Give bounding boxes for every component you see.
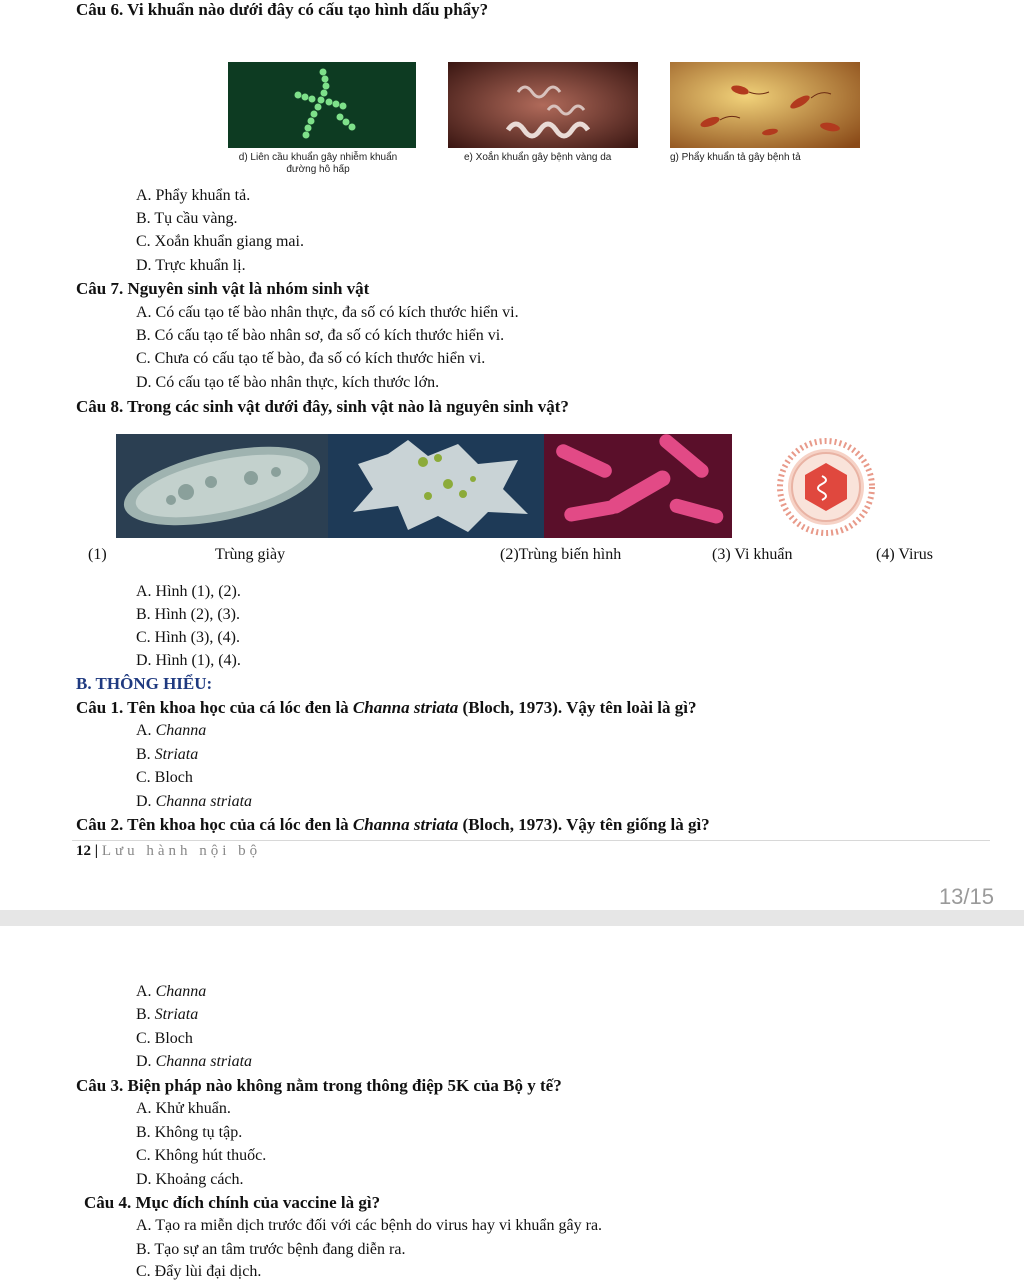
q8-option-a: A. Hình (1), (2). xyxy=(136,583,241,600)
footer-divider xyxy=(72,840,990,841)
spirochete-image xyxy=(448,62,638,148)
b2-option-c: C. Bloch xyxy=(136,1030,193,1047)
q6-option-c: C. Xoắn khuẩn giang mai. xyxy=(136,233,304,250)
vibrio-cholerae-image xyxy=(670,62,860,148)
b1-option-a: A. Channa xyxy=(136,722,207,739)
b2-option-a: A. Channa xyxy=(136,983,207,1000)
question-7: Câu 7. Nguyên sinh vật là nhóm sinh vật xyxy=(76,279,370,298)
q6-option-d: D. Trực khuẩn lị. xyxy=(136,257,246,274)
b3-option-d: D. Khoảng cách. xyxy=(136,1171,244,1188)
b2-option-b: B. Striata xyxy=(136,1006,199,1023)
question-8: Câu 8. Trong các sinh vật dưới đây, sinh vật nào là nguyên sinh vật? xyxy=(76,397,569,416)
caption-streptococcus: d) Liên cầu khuẩn gây nhiễm khuẩn đường hô hấp xyxy=(238,152,398,175)
page-break xyxy=(0,880,1024,928)
paramecium-image xyxy=(116,434,328,538)
b1-option-b: B. Striata xyxy=(136,746,199,763)
b3-option-a: A. Khử khuẩn. xyxy=(136,1100,231,1117)
q6-option-a: A. Phẩy khuẩn tả. xyxy=(136,187,251,204)
label-1: (1) xyxy=(88,546,107,563)
caption-vibrio: g) Phẩy khuẩn tả gây bệnh tả xyxy=(670,152,801,163)
question-b2: Câu 2. Tên khoa học của cá lóc đen là Channa striata (Bloch, 1973). Vậy tên giống là gì? xyxy=(76,815,710,834)
virus-image xyxy=(752,436,900,538)
question-b4: Câu 4. Mục đích chính của vaccine là gì? xyxy=(84,1193,381,1212)
q6-option-b: B. Tụ cầu vàng. xyxy=(136,210,238,227)
label-paramecium: Trùng giày xyxy=(215,546,286,563)
b1-option-c: C. Bloch xyxy=(136,769,193,786)
b3-option-c: C. Không hút thuốc. xyxy=(136,1147,267,1164)
b2-option-d: D. Channa striata xyxy=(136,1053,253,1070)
label-amoeba: (2)Trùng biến hình xyxy=(500,546,622,563)
q8-option-b: B. Hình (2), (3). xyxy=(136,606,240,623)
question-b1: Câu 1. Tên khoa học của cá lóc đen là Channa striata (Bloch, 1973). Vậy tên loài là gì? xyxy=(76,698,697,717)
page-indicator: 13/15 xyxy=(938,884,994,909)
page-footer: 12 | Lưu hành nội bộ xyxy=(76,843,262,859)
question-6: Câu 6. Vi khuẩn nào dưới đây có cấu tạo hình dấu phẩy? xyxy=(76,0,489,19)
question-b3: Câu 3. Biện pháp nào không nằm trong thông điệp 5K của Bộ y tế? xyxy=(76,1076,562,1095)
label-bacteria: (3) Vi khuẩn xyxy=(712,546,793,563)
label-virus: (4) Virus xyxy=(876,546,933,563)
streptococcus-chain-image xyxy=(228,62,416,148)
amoeba-image xyxy=(328,434,544,538)
b3-option-b: B. Không tụ tập. xyxy=(136,1124,243,1141)
b1-option-d: D. Channa striata xyxy=(136,793,253,810)
q7-option-d: D. Có cấu tạo tế bào nhân thực, kích thước lớn. xyxy=(136,374,440,391)
b4-option-a: A. Tạo ra miễn dịch trước đối với các bệnh do virus hay vi khuẩn gây ra. xyxy=(136,1217,603,1234)
caption-spirochete: e) Xoắn khuẩn gây bệnh vàng da xyxy=(464,152,612,163)
q8-option-c: C. Hình (3), (4). xyxy=(136,629,240,646)
bacteria-image xyxy=(544,434,732,538)
section-b-heading: B. THÔNG HIỂU: xyxy=(76,674,213,693)
q7-option-b: B. Có cấu tạo tế bào nhân sơ, đa số có kích thước hiển vi. xyxy=(136,327,505,344)
b4-option-b: B. Tạo sự an tâm trước bệnh đang diễn ra. xyxy=(136,1241,406,1258)
q7-option-c: C. Chưa có cấu tạo tế bào, đa số có kích thước hiển vi. xyxy=(136,350,486,367)
b4-option-c: C. Đẩy lùi đại dịch. xyxy=(136,1263,262,1280)
q8-option-d: D. Hình (1), (4). xyxy=(136,652,241,669)
q7-option-a: A. Có cấu tạo tế bào nhân thực, đa số có kích thước hiển vi. xyxy=(136,304,519,321)
